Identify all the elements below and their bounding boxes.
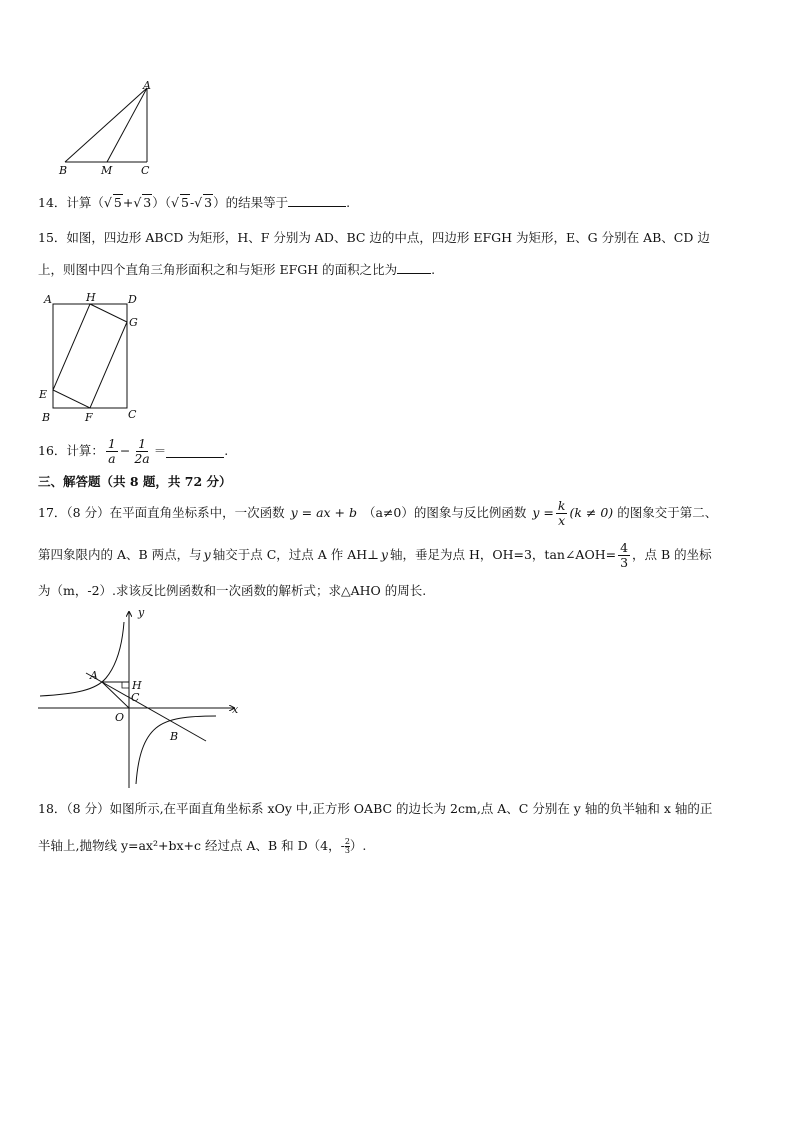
question-17-line-1: 17．（8 分）在平面直角坐标系中，一次函数 y = ax + b （a≠0）的图象与反比例函数 y = $\frac{k}{x}$ (k ≠ 0) 的图象交于第二、 (38, 497, 718, 528)
question-15-line-2: 上，则图中四个直角三角形面积之和与矩形 EFGH 的面积之比为 . (38, 262, 436, 277)
label-c: C (131, 691, 140, 704)
label-g: G (129, 316, 138, 329)
label-o: O (115, 711, 125, 724)
question-16: 16．计算： $\frac{1}{a}$ − $\frac{1}{2a}$ ＝ . (38, 435, 229, 466)
label-c: C (128, 408, 137, 421)
label-c: C (141, 164, 150, 177)
label-f: F (85, 411, 93, 424)
section-heading: 三、解答题（共 8 题，共 72 分） (38, 474, 232, 489)
question-17-line-3: 为（m，-2）.求该反比例函数和一次函数的解析式；求△AHO 的周长. (38, 583, 427, 598)
question-14: 14．计算（√ 5+√ 3）（√ 5-√ 3）的结果等于 . (38, 195, 351, 210)
label-d: D (128, 293, 137, 306)
label-m: M (101, 164, 113, 177)
answer-blank[interactable] (397, 261, 431, 274)
fraction-2-over-3: $\frac{2}{3}$ (344, 836, 350, 855)
label-h: H (132, 679, 142, 692)
label-a: A (44, 293, 52, 306)
label-a: A (143, 80, 151, 92)
fraction-1-over-2a: $\frac{1}{2a}$ (134, 435, 150, 466)
fraction-1-over-a: $\frac{1}{a}$ (107, 435, 116, 466)
label-b: B (59, 164, 68, 177)
coordinate-graph-figure (36, 606, 246, 791)
fraction-4-over-3: $\frac{4}{3}$ (620, 539, 629, 570)
label-e: E (39, 388, 48, 401)
question-15-line-1: 15．如图，四边形 ABCD 为矩形，H、F 分别为 AD、BC 边的中点，四边形 EFGH 为矩形，E、G 分别在 AB、CD 边 (38, 230, 710, 245)
answer-blank[interactable] (166, 445, 224, 458)
answer-blank[interactable] (288, 194, 346, 207)
label-b: B (42, 411, 51, 424)
question-18-line-2: 半轴上,抛物线 y=ax²+bx+c 经过点 A、B 和 D（4，- $\frac{2}{3}$ ）. (38, 836, 367, 855)
triangle-abm-figure (55, 80, 165, 180)
fraction-k-over-x: $\frac{k}{x}$ (557, 497, 566, 528)
label-x: x (232, 703, 239, 716)
question-18-line-1: 18．（8 分）如图所示,在平面直角坐标系 xOy 中,正方形 OABC 的边长为 2cm,点 A、C 分别在 y 轴的负半轴和 x 轴的正 (38, 801, 713, 816)
rectangle-efgh-figure (36, 288, 146, 428)
label-a: A (90, 669, 98, 682)
label-h: H (86, 291, 96, 304)
label-b: B (170, 730, 179, 743)
label-y: y (138, 606, 145, 619)
question-17-line-2: 第四象限内的 A、B 两点，与 y 轴交于点 C，过点 A 作 AH⊥ y 轴，垂足为点 H，OH=3，tan∠AOH= $\frac{4}{3}$ ，点 B 的坐标 (38, 539, 712, 570)
